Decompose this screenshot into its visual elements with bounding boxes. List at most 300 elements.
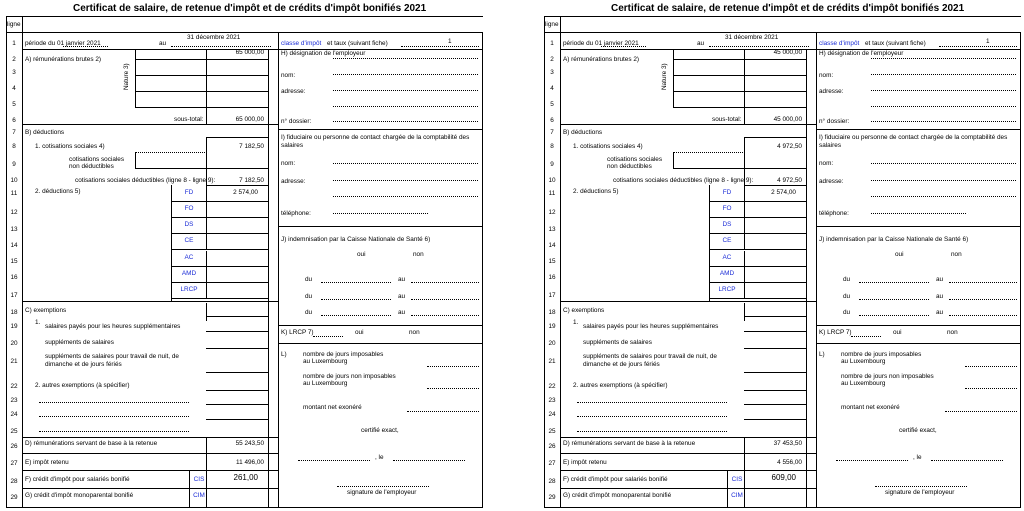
form-title: Certificat de salaire, de retenue d'impôt et de crédits d'impôt bonifiés 2021 — [73, 3, 427, 14]
deductible-contrib-amount: 4 972,50 — [777, 177, 802, 184]
other-exemption-field-2 — [39, 416, 189, 417]
period-from-underline — [601, 46, 646, 47]
fiduciary-heading-1: I) fiduciaire ou personne de contact chargée de la comptabilité des — [819, 134, 1008, 141]
amount-col-c — [744, 303, 745, 321]
other-exemption-field-3 — [577, 431, 727, 432]
period-from-underline — [63, 46, 108, 47]
code-rule — [171, 201, 268, 202]
row-number: 11 — [10, 190, 18, 197]
deduction-code-fo: FO — [722, 205, 732, 212]
night-work-label-2: dimanche et de jours fériés — [45, 361, 122, 368]
deductible-contrib-label: cotisations sociales déductibles (ligne 8 - ligne 9): — [75, 177, 216, 184]
nature-field-rule — [135, 107, 206, 108]
code-amount-divider — [206, 234, 207, 250]
row-number: 27 — [548, 460, 556, 467]
cis-label: F) crédit d'impôt pour salariés bonifié — [563, 476, 668, 483]
lrcp-yes: oui — [893, 329, 902, 336]
row-number: 16 — [548, 274, 556, 281]
cns-heading: J) indemnisation par la Caisse Nationale de Santé 6) — [819, 236, 969, 243]
deduction-code-ce: CE — [722, 237, 732, 244]
nature-left-rule — [673, 49, 674, 108]
row-number: 1 — [550, 40, 554, 47]
tax-class-label: classe d'impôt — [819, 40, 860, 47]
nontaxable-days-field — [965, 388, 1017, 389]
cns-to-label: au — [398, 276, 406, 283]
lrcp-yes: oui — [355, 329, 364, 336]
period-from: période du 01 janvier 2021 — [563, 40, 639, 47]
night-work-label-1: suppléments de salaires pour travail de nuit, de — [45, 353, 179, 360]
cns-from-label: du — [305, 309, 313, 316]
social-contrib-label: 1. cotisations sociales 4) — [35, 143, 105, 150]
nature-field-rule — [135, 75, 206, 76]
code-amount-divider — [206, 283, 207, 299]
nontaxable-days-field — [427, 388, 479, 389]
period-to-underline — [709, 46, 809, 47]
form-title: Certificat de salaire, de retenue d'impôt et de crédits d'impôt bonifiés 2021 — [611, 3, 965, 14]
deduction-code-ce: CE — [184, 237, 194, 244]
cns-from-label: du — [843, 309, 851, 316]
exemption-1-num: 1. — [35, 319, 41, 326]
middle-divider — [278, 32, 279, 508]
employer-address-field-2 — [333, 106, 478, 107]
cns-to-field — [949, 282, 1017, 283]
rule — [206, 185, 268, 186]
taxable-days-label-1: nombre de jours imposables — [303, 351, 384, 358]
net-exempt-field — [945, 411, 1017, 412]
fiduciary-address-field-1 — [333, 180, 478, 181]
row-number: 5 — [12, 101, 16, 108]
subtotal-label: sous-total: — [712, 116, 742, 123]
salary-certificate-left — [3, 0, 483, 511]
nature-field-rule — [135, 59, 206, 60]
tax-class-underline — [939, 46, 1017, 47]
exemption-1-num: 1. — [573, 319, 579, 326]
middle-divider — [816, 32, 817, 508]
certified-label: certifié exact, — [361, 427, 399, 434]
deduction-code-fd: FD — [184, 189, 194, 196]
nontaxable-days-label-2: au Luxembourg — [841, 380, 886, 387]
cis-amount: 609,00 — [771, 473, 796, 482]
rule — [206, 372, 268, 373]
signature-field — [875, 486, 967, 487]
header-rule — [6, 32, 483, 33]
rule — [744, 185, 806, 186]
phone-label: téléphone: — [819, 210, 849, 217]
subtotal-label: sous-total: — [174, 116, 204, 123]
file-number-label: n° dossier: — [819, 118, 850, 125]
amount-col-right — [268, 49, 269, 507]
cim-label: G) crédit d'impôt monoparental bonifié — [563, 492, 672, 499]
tax-withheld-amount: 4 556,00 — [777, 459, 802, 466]
gross-pay-label: A) rémunérations brutes 2) — [25, 56, 102, 63]
cns-no: non — [951, 251, 962, 258]
net-exempt-label: montant net exonéré — [841, 404, 900, 411]
employer-heading: H) désignation de l'employeur — [819, 50, 904, 57]
frame-top — [544, 16, 1021, 17]
frame-right — [482, 32, 483, 508]
rule — [22, 453, 278, 454]
employer-name-field — [333, 74, 478, 75]
rule — [22, 124, 278, 125]
taxable-base-amount: 55 243,50 — [235, 440, 264, 447]
employer-address-label: adresse: — [281, 88, 306, 95]
social-contrib-amount: 7 182,50 — [239, 143, 264, 150]
cns-to-label: au — [936, 309, 944, 316]
overtime-label: salaires payés pour les heures supplémentaires — [583, 323, 719, 330]
frame-bottom — [544, 507, 1021, 508]
tax-class-rest: et taux (suivant fiche) — [865, 40, 926, 47]
net-exempt-field — [407, 411, 479, 412]
fiduciary-name-label: nom: — [281, 160, 296, 167]
code-amount-divider — [744, 251, 745, 267]
fiduciary-address-label: adresse: — [281, 178, 306, 185]
code-rule — [171, 249, 268, 250]
rule — [744, 59, 806, 60]
lrcp-label: K) LRCP 7) — [819, 329, 852, 336]
row-number: 11 — [548, 190, 556, 197]
nontaxable-days-label-1: nombre de jours non imposables — [303, 373, 396, 380]
code-amount-divider — [744, 202, 745, 218]
other-exemption-field-1 — [39, 402, 189, 403]
employer-address-field-1 — [333, 90, 478, 91]
header-rule — [544, 32, 1021, 33]
tax-withheld-label: E) impôt retenu — [25, 459, 69, 466]
lrcp-no: non — [409, 329, 420, 336]
code-rule — [709, 266, 806, 267]
place-field — [298, 460, 370, 461]
other-exemptions-label: 2. autres exemptions (à spécifier) — [573, 382, 668, 389]
rule — [744, 390, 806, 391]
taxable-base-label: D) rémunérations servant de base à la retenue — [563, 440, 696, 447]
cns-from-label: du — [843, 276, 851, 283]
code-amount-divider — [206, 202, 207, 218]
cns-from-field — [859, 282, 929, 283]
rule — [206, 316, 268, 317]
deductible-contrib-amount: 7 182,50 — [239, 177, 264, 184]
phone-label: téléphone: — [281, 210, 311, 217]
deduction-code-lrcp: LRCP — [180, 286, 198, 293]
employer-field-top — [333, 58, 478, 59]
other-exemptions-label: 2. autres exemptions (à spécifier) — [35, 382, 130, 389]
taxable-days-label-2: au Luxembourg — [303, 358, 348, 365]
tax-class-label: classe d'impôt — [281, 40, 322, 47]
code-rule — [709, 282, 806, 283]
cns-to-label: au — [936, 276, 944, 283]
rule — [744, 331, 806, 332]
nature-field-rule — [673, 91, 744, 92]
period-to-label: au — [697, 40, 705, 47]
social-contrib-amount: 4 972,50 — [777, 143, 802, 150]
night-work-label-1: suppléments de salaires pour travail de nuit, de — [583, 353, 717, 360]
period-to-label: au — [159, 40, 167, 47]
deductions5-label: 2. déductions 5) — [35, 188, 81, 195]
rule — [673, 152, 674, 168]
period-from: période du 01 janvier 2021 — [25, 40, 101, 47]
social-contrib-label: 1. cotisations sociales 4) — [573, 143, 643, 150]
rule — [744, 168, 806, 169]
row-number: 5 — [550, 101, 554, 108]
tax-class-value: 1 — [448, 38, 452, 45]
rule — [278, 325, 483, 326]
rule — [206, 331, 268, 332]
fiduciary-address-field-2 — [871, 196, 1016, 197]
employer-address-field-1 — [871, 90, 1016, 91]
salary-certificate-right — [541, 0, 1021, 511]
rule — [206, 419, 268, 420]
l-label: L) — [281, 351, 287, 358]
row-number: 23 — [10, 397, 18, 404]
date-label: , le — [913, 454, 922, 461]
taxable-days-field — [427, 366, 479, 367]
cns-no: non — [413, 251, 424, 258]
phone-field — [333, 213, 428, 214]
rule — [206, 168, 268, 169]
deduction-code-ds: DS — [184, 221, 194, 228]
rule — [206, 348, 268, 349]
tax-class-value: 1 — [986, 38, 990, 45]
code-amount-divider — [206, 267, 207, 283]
row-number: 6 — [12, 117, 16, 124]
subtotal-amount: 45 000,00 — [773, 116, 802, 123]
cns-from-label: du — [305, 293, 313, 300]
code-amount-divider — [744, 218, 745, 234]
nature-field-rule — [673, 59, 744, 60]
amount-col-a — [744, 49, 745, 124]
row-number: 2 — [12, 56, 16, 63]
employer-address-field-2 — [871, 106, 1016, 107]
cns-to-field — [949, 315, 1017, 316]
row-number: 22 — [548, 383, 556, 390]
row-number: 15 — [10, 258, 18, 265]
code-rule — [709, 201, 806, 202]
rule — [816, 226, 1021, 227]
rule — [744, 372, 806, 373]
tax-class-underline — [401, 46, 479, 47]
rule — [744, 348, 806, 349]
cns-from-field — [321, 315, 391, 316]
rule — [560, 470, 816, 471]
row-number: 26 — [10, 443, 18, 450]
file-number-field — [333, 121, 478, 122]
amount-col-right — [806, 49, 807, 507]
cns-to-field — [411, 299, 479, 300]
cns-heading: J) indemnisation par la Caisse Nationale de Santé 6) — [281, 236, 431, 243]
deduction-code-ac: AC — [184, 254, 194, 261]
rule — [22, 301, 278, 302]
rule — [744, 137, 806, 138]
row-number: 6 — [550, 117, 554, 124]
deduction-code-lrcp: LRCP — [718, 286, 736, 293]
cns-from-field — [321, 299, 391, 300]
row-number: 7 — [550, 129, 554, 136]
taxable-days-field — [965, 366, 1017, 367]
signature-label: signature de l'employeur — [885, 489, 955, 496]
row-number: 28 — [548, 478, 556, 485]
date-label: , le — [375, 454, 384, 461]
rule — [560, 488, 816, 489]
code-rule — [171, 217, 268, 218]
l-label: L) — [819, 351, 825, 358]
deductions-label: B) déductions — [25, 129, 65, 136]
row-number: 7 — [12, 129, 16, 136]
cim-label: G) crédit d'impôt monoparental bonifié — [25, 492, 134, 499]
row-number: 2 — [550, 56, 554, 63]
nature-label: Nature 3) — [661, 63, 668, 90]
nontaxable-days-label-2: au Luxembourg — [303, 380, 348, 387]
file-number-label: n° dossier: — [281, 118, 312, 125]
supplements-label: suppléments de salaires — [45, 339, 114, 346]
row-number: 12 — [548, 209, 556, 216]
row-number: 28 — [10, 478, 18, 485]
code-rule — [171, 233, 268, 234]
rule — [22, 488, 278, 489]
cns-to-field — [949, 299, 1017, 300]
rule — [22, 470, 278, 471]
night-work-label-2: dimanche et de jours fériés — [583, 361, 660, 368]
employer-heading: H) désignation de l'employeur — [281, 50, 366, 57]
code-amount-divider — [744, 267, 745, 283]
nature-field-rule — [135, 91, 206, 92]
rule — [206, 59, 268, 60]
row-number: 9 — [12, 161, 16, 168]
cns-to-field — [411, 315, 479, 316]
row-number: 1 — [12, 40, 16, 47]
row-number: 17 — [548, 292, 556, 299]
non-deductible-label-1: cotisations sociales — [607, 156, 663, 163]
rule — [206, 75, 268, 76]
row-number: 18 — [10, 309, 18, 316]
row-number: 4 — [550, 85, 554, 92]
non-deductible-label-2: non déductibles — [69, 163, 114, 170]
rule — [135, 152, 136, 168]
row-number: 19 — [10, 323, 18, 330]
row-number: 27 — [10, 460, 18, 467]
deductions5-label: 2. déductions 5) — [573, 188, 619, 195]
nature-label: Nature 3) — [123, 63, 130, 90]
row-number: 9 — [550, 161, 554, 168]
code-rule — [171, 266, 268, 267]
period-to: 31 décembre 2021 — [725, 34, 779, 41]
rule — [744, 404, 806, 405]
deduction-code-amd: AMD — [181, 270, 197, 277]
fiduciary-address-field-1 — [871, 180, 1016, 181]
cns-from-label: du — [843, 293, 851, 300]
credit-code-cis: CIS — [731, 476, 743, 483]
gross-pay-amount: 45 000,00 — [773, 49, 802, 56]
row-number: 25 — [10, 428, 18, 435]
fiduciary-heading-2: salaires — [819, 142, 842, 149]
fiduciary-name-label: nom: — [819, 160, 834, 167]
code-amount-divider — [206, 218, 207, 234]
row-number: 20 — [548, 340, 556, 347]
social-contrib-field — [135, 152, 205, 153]
credit-code-cis: CIS — [193, 476, 205, 483]
row-number: 15 — [548, 258, 556, 265]
row-number: 26 — [548, 443, 556, 450]
amount-col-a — [206, 49, 207, 124]
nature-field-rule — [673, 107, 744, 108]
rule — [744, 419, 806, 420]
net-exempt-label: montant net exonéré — [303, 404, 362, 411]
rule — [560, 301, 816, 302]
cns-from-field — [321, 282, 391, 283]
date-field — [393, 460, 465, 461]
rule — [206, 404, 268, 405]
rule — [816, 343, 1021, 344]
cns-to-label: au — [398, 293, 406, 300]
row-number: 10 — [548, 177, 556, 184]
subtotal-amount: 65 000,00 — [235, 116, 264, 123]
rule — [816, 129, 1021, 130]
row-number: 14 — [548, 242, 556, 249]
lrcp-field — [313, 336, 343, 337]
row-number: 4 — [12, 85, 16, 92]
rule — [22, 437, 278, 438]
cns-to-label: au — [398, 309, 406, 316]
other-exemption-field-2 — [577, 416, 727, 417]
rule — [135, 168, 206, 169]
row-number: 12 — [10, 209, 18, 216]
row-number: 23 — [548, 397, 556, 404]
employer-name-label: nom: — [819, 72, 834, 79]
deduction-code-ac: AC — [722, 254, 732, 261]
certified-label: certifié exact, — [899, 427, 937, 434]
deduction-code-fo: FO — [184, 205, 194, 212]
rule — [673, 168, 744, 169]
lrcp-field — [851, 336, 881, 337]
deductible-contrib-label: cotisations sociales déductibles (ligne 8 - ligne 9): — [613, 177, 754, 184]
signature-label: signature de l'employeur — [347, 489, 417, 496]
cns-yes: oui — [895, 251, 904, 258]
fiduciary-name-field — [333, 163, 478, 164]
fiduciary-heading-2: salaires — [281, 142, 304, 149]
social-contrib-field — [673, 152, 743, 153]
rule — [278, 129, 483, 130]
cns-to-label: au — [936, 293, 944, 300]
employer-name-label: nom: — [281, 72, 296, 79]
frame-bottom — [6, 507, 483, 508]
rule — [206, 390, 268, 391]
row-number: 25 — [548, 428, 556, 435]
cns-from-label: du — [305, 276, 313, 283]
row-number: 16 — [10, 274, 18, 281]
fiduciary-address-field-2 — [333, 196, 478, 197]
row-number: 24 — [548, 411, 556, 418]
fiduciary-name-field — [871, 163, 1016, 164]
code-amount-divider — [744, 234, 745, 250]
ligne-label: ligne — [7, 21, 21, 28]
cis-amount: 261,00 — [233, 473, 258, 482]
frame-top — [6, 16, 483, 17]
rule — [560, 437, 816, 438]
period-to-underline — [171, 46, 271, 47]
nontaxable-days-label-1: nombre de jours non imposables — [841, 373, 934, 380]
row-number: 20 — [10, 340, 18, 347]
rule — [744, 107, 806, 108]
row-number: 10 — [10, 177, 18, 184]
code-amount-divider — [206, 251, 207, 267]
row-number: 19 — [548, 323, 556, 330]
employer-address-label: adresse: — [819, 88, 844, 95]
overtime-label: salaires payés pour les heures supplémentaires — [45, 323, 181, 330]
row-number: 3 — [12, 69, 16, 76]
rule — [744, 91, 806, 92]
row-number: 3 — [550, 69, 554, 76]
other-exemption-field-1 — [577, 402, 727, 403]
fiduciary-heading-1: I) fiduciaire ou personne de contact chargée de la comptabilité des — [281, 134, 470, 141]
rule — [816, 325, 1021, 326]
deductions-label: B) déductions — [563, 129, 603, 136]
